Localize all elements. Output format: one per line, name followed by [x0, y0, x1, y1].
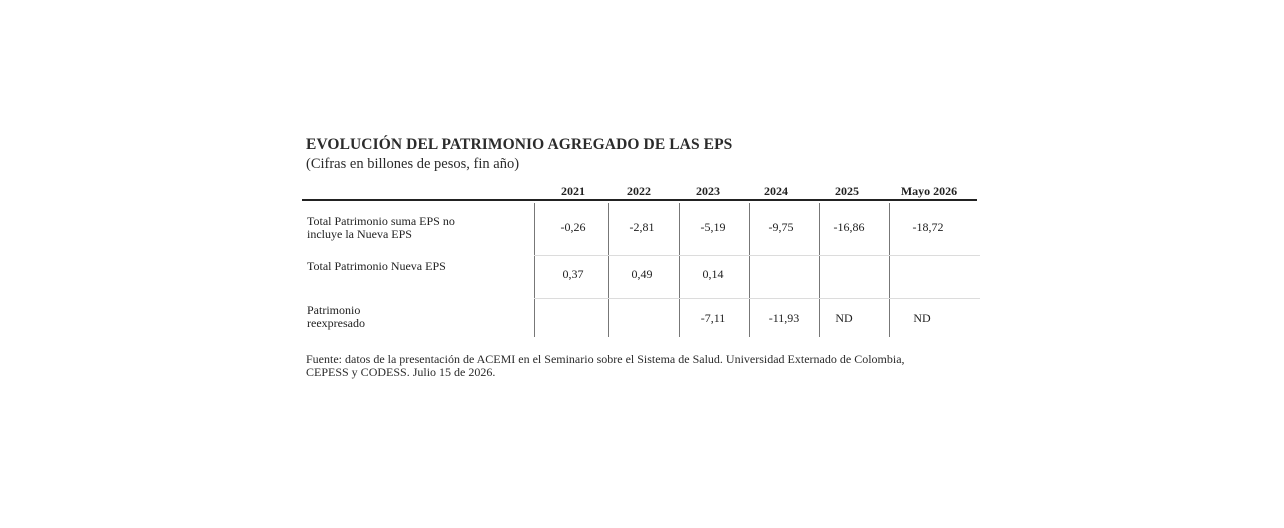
- row-label: Patrimonio: [307, 303, 361, 317]
- row-label: incluye la Nueva EPS: [307, 227, 412, 241]
- table-cell: -0,26: [560, 220, 586, 234]
- column-divider: [749, 203, 750, 337]
- table-cell: -2,81: [629, 220, 655, 234]
- table-cell: -18,72: [912, 220, 944, 234]
- page-title: EVOLUCIÓN DEL PATRIMONIO AGREGADO DE LAS EPS: [306, 136, 733, 153]
- column-header-2024: 2024: [764, 184, 788, 198]
- table-cell: -11,93: [768, 311, 800, 325]
- column-divider: [608, 203, 609, 337]
- row-label: reexpresado: [307, 316, 365, 330]
- table-cell: -16,86: [833, 220, 865, 234]
- column-divider: [534, 203, 535, 337]
- row-divider: [534, 255, 980, 256]
- table-cell: -9,75: [768, 220, 794, 234]
- table-cell: -5,19: [700, 220, 726, 234]
- row-label: Total Patrimonio suma EPS no: [307, 214, 455, 228]
- table-cell: -7,11: [700, 311, 726, 325]
- column-header-2021: 2021: [561, 184, 585, 198]
- header-rule: [302, 199, 977, 201]
- column-header-mayo-2026: Mayo 2026: [900, 184, 958, 198]
- table-cell: 0,37: [562, 267, 584, 281]
- row-label: Total Patrimonio Nueva EPS: [307, 259, 446, 273]
- column-header-2025: 2025: [835, 184, 859, 198]
- table-cell: 0,49: [631, 267, 653, 281]
- data-table: [302, 180, 980, 338]
- table-cell: 0,14: [702, 267, 724, 281]
- column-divider: [819, 203, 820, 337]
- source-note: Fuente: datos de la presentación de ACEMI en el Seminario sobre el Sistema de Salud. Universidad Externado de Colombia, CEPESS y CODESS. Julio 15 de 2026.: [306, 352, 905, 379]
- column-divider: [679, 203, 680, 337]
- row-divider: [534, 298, 980, 299]
- table-cell: ND: [913, 311, 931, 325]
- column-header-2023: 2023: [696, 184, 720, 198]
- column-divider: [889, 203, 890, 337]
- page-subtitle: (Cifras en billones de pesos, fin año): [306, 156, 520, 172]
- table-cell: ND: [835, 311, 853, 325]
- column-header-2022: 2022: [627, 184, 651, 198]
